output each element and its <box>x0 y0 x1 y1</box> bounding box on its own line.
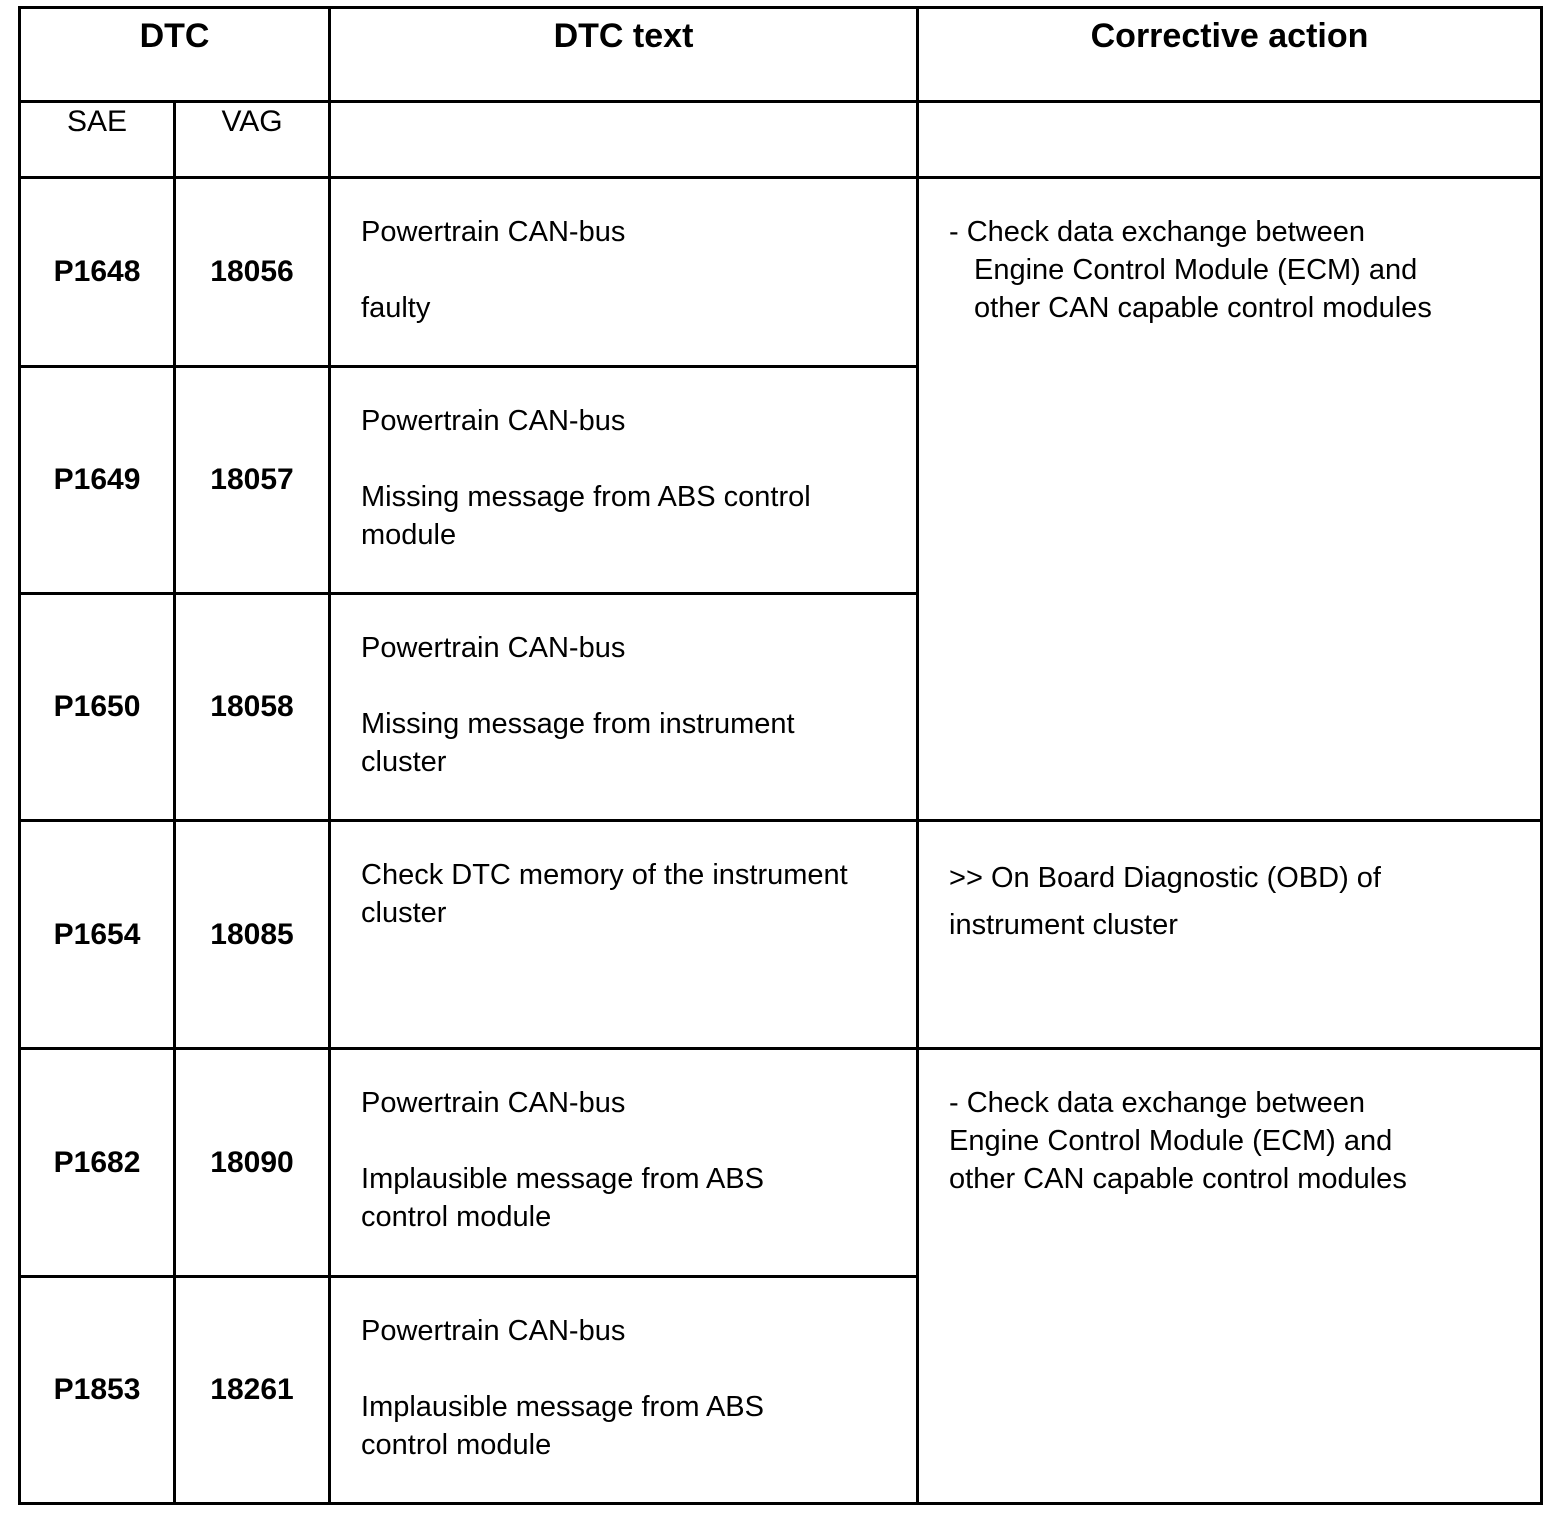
header-dtc: DTC <box>20 8 330 102</box>
dtc-text-line: Powertrain CAN-bus <box>361 632 626 664</box>
vag-code: 18085 <box>175 821 330 1049</box>
action-line: - Check data exchange between <box>949 216 1365 248</box>
subheader-vag: VAG <box>175 102 330 178</box>
corrective-action-cell <box>918 178 1542 821</box>
dtc-text-line: cluster <box>361 897 447 929</box>
dtc-text-cell <box>330 1277 918 1504</box>
dtc-text-cell <box>330 594 918 821</box>
dtc-text-line: Powertrain CAN-bus <box>361 1087 626 1119</box>
table-row <box>20 178 1542 367</box>
sae-code: P1682 <box>20 1049 175 1277</box>
table-row <box>20 821 1542 1049</box>
action-line: Engine Control Module (ECM) and <box>974 254 1418 286</box>
dtc-text-cell <box>330 367 918 594</box>
corrective-action-cell <box>918 1049 1542 1504</box>
vag-code: 18057 <box>175 367 330 594</box>
subheader-sae: SAE <box>20 102 175 178</box>
dtc-text-cell <box>330 1049 918 1277</box>
dtc-text-line: cluster <box>361 746 447 778</box>
subheader-empty-action <box>918 102 1542 178</box>
dtc-text-cell <box>330 821 918 1049</box>
dtc-text-cell <box>330 178 918 367</box>
vag-code: 18056 <box>175 178 330 367</box>
vag-code: 18058 <box>175 594 330 821</box>
dtc-text-line: control module <box>361 1429 552 1461</box>
sae-code: P1648 <box>20 178 175 367</box>
sae-code: P1649 <box>20 367 175 594</box>
dtc-text-line: Implausible message from ABS <box>361 1163 764 1195</box>
dtc-text-line: Check DTC memory of the instrument <box>361 859 848 891</box>
header-corrective-action: Corrective action <box>918 8 1542 102</box>
dtc-text-line: Powertrain CAN-bus <box>361 1315 626 1347</box>
table-row <box>20 1049 1542 1277</box>
action-line: Engine Control Module (ECM) and <box>949 1125 1393 1157</box>
dtc-text-line: control module <box>361 1201 552 1233</box>
subheader-empty-text <box>330 102 918 178</box>
action-line: other CAN capable control modules <box>974 292 1432 324</box>
corrective-action-cell <box>918 821 1542 1049</box>
sae-code: P1654 <box>20 821 175 1049</box>
vag-code: 18261 <box>175 1277 330 1504</box>
header-dtc-text: DTC text <box>330 8 918 102</box>
dtc-text-line: Missing message from instrument <box>361 708 795 740</box>
vag-code: 18090 <box>175 1049 330 1277</box>
sae-code: P1853 <box>20 1277 175 1504</box>
header-row <box>20 8 1542 102</box>
dtc-text-line: module <box>361 519 457 551</box>
action-line: - Check data exchange between <box>949 1087 1365 1119</box>
dtc-table <box>18 6 1543 1505</box>
dtc-text-line: Powertrain CAN-bus <box>361 216 626 248</box>
action-line: instrument cluster <box>949 909 1178 941</box>
dtc-text-line: Implausible message from ABS <box>361 1391 764 1423</box>
dtc-text-line: faulty <box>361 292 431 324</box>
subheader-row <box>20 102 1542 178</box>
dtc-text-line: Missing message from ABS control <box>361 481 811 513</box>
dtc-text-line: Powertrain CAN-bus <box>361 405 626 437</box>
action-line: other CAN capable control modules <box>949 1163 1407 1195</box>
sae-code: P1650 <box>20 594 175 821</box>
action-line: >> On Board Diagnostic (OBD) of <box>949 862 1381 894</box>
